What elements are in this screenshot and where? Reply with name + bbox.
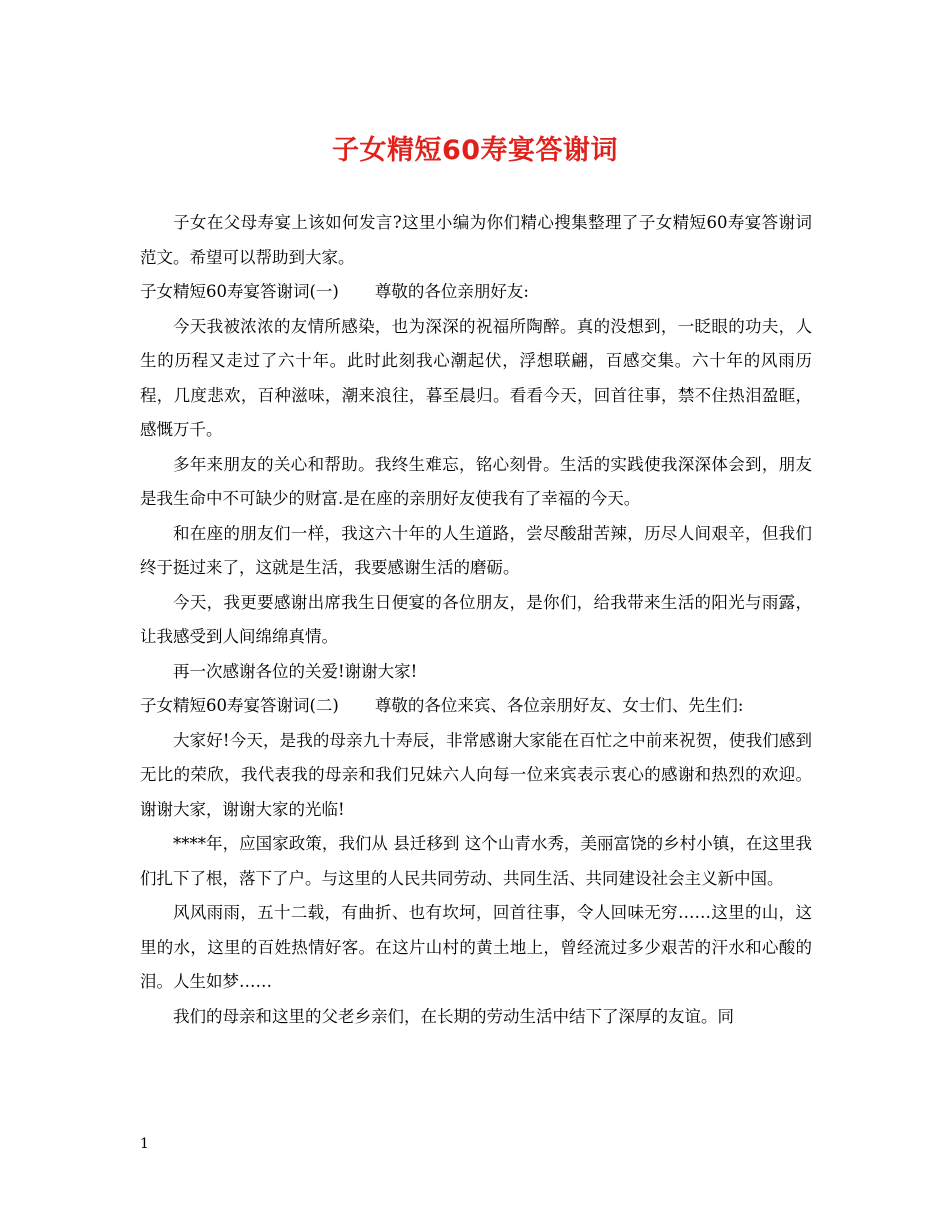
section-1-heading: 子女精短60寿宴答谢词(一) xyxy=(140,282,339,301)
section-2-paragraph: 风风雨雨，五十二载，有曲折、也有坎坷，回首往事，令人回味无穷……这里的山，这里的水，这里的百姓热情好客。在这片山村的黄土地上，曾经流过多少艰苦的汗水和心酸的泪。人生如梦…… xyxy=(140,903,812,991)
page-number: 1 xyxy=(140,1136,149,1152)
section-2-heading-line xyxy=(140,689,812,724)
intro-paragraph: 子女在父母寿宴上该如何发言?这里小编为你们精心搜集整理了子女精短60寿宴答谢词范文。希望可以帮助到大家。 xyxy=(140,213,812,267)
section-1-paragraph: 今天我被浓浓的友情所感染，也为深深的祝福所陶醉。真的没想到，一眨眼的功夫，人生的历程又走过了六十年。此时此刻我心潮起伏，浮想联翩，百感交集。六十年的风雨历程，几度悲欢，百种滋味，潮来浪往，暮至晨归。看看今天，回首往事，禁不住热泪盈眶，感慨万千。 xyxy=(140,316,812,439)
section-1-paragraph: 再一次感谢各位的关爱!谢谢大家! xyxy=(173,661,418,681)
section-2-heading: 子女精短60寿宴答谢词(二) xyxy=(140,696,339,715)
section-2-paragraph: ****年，应国家政策，我们从 县迁移到 这个山青水秀，美丽富饶的乡村小镇，在这里我们扎下了根，落下了户。与这里的人民共同劳动、共同生活、共同建设社会主义新中国。 xyxy=(140,834,812,888)
section-2-paragraph: 我们的母亲和这里的父老乡亲们，在长期的劳动生活中结下了深厚的友谊。同 xyxy=(173,1006,734,1026)
section-1-paragraph: 今天，我更要感谢出席我生日便宴的各位朋友，是你们，给我带来生活的阳光与雨露，让我感受到人间绵绵真情。 xyxy=(140,592,812,646)
section-1-paragraph: 和在座的朋友们一样，我这六十年的人生道路，尝尽酸甜苦辣，历尽人间艰辛，但我们终于挺过来了，这就是生活，我要感谢生活的磨砺。 xyxy=(140,523,812,577)
section-1-salutation: 尊敬的各位亲朋好友: xyxy=(374,282,529,301)
section-2-salutation: 尊敬的各位来宾、各位亲朋好友、女士们、先生们: xyxy=(374,696,744,715)
section-1-heading-line xyxy=(140,275,812,310)
document-title: 子女精短60寿宴答谢词 xyxy=(331,135,619,166)
section-1-paragraph: 多年来朋友的关心和帮助。我终生难忘，铭心刻骨。生活的实践使我深深体会到，朋友是我生命中不可缺少的财富.是在座的亲朋好友使我有了幸福的今天。 xyxy=(140,454,812,508)
section-2-paragraph: 大家好!今天，是我的母亲九十寿辰，非常感谢大家能在百忙之中前来祝贺，使我们感到无比的荣欣，我代表我的母亲和我们兄妹六人向每一位来宾表示衷心的感谢和热烈的欢迎。谢谢大家，谢谢大家的光临! xyxy=(140,730,812,819)
document-body xyxy=(140,206,812,1034)
